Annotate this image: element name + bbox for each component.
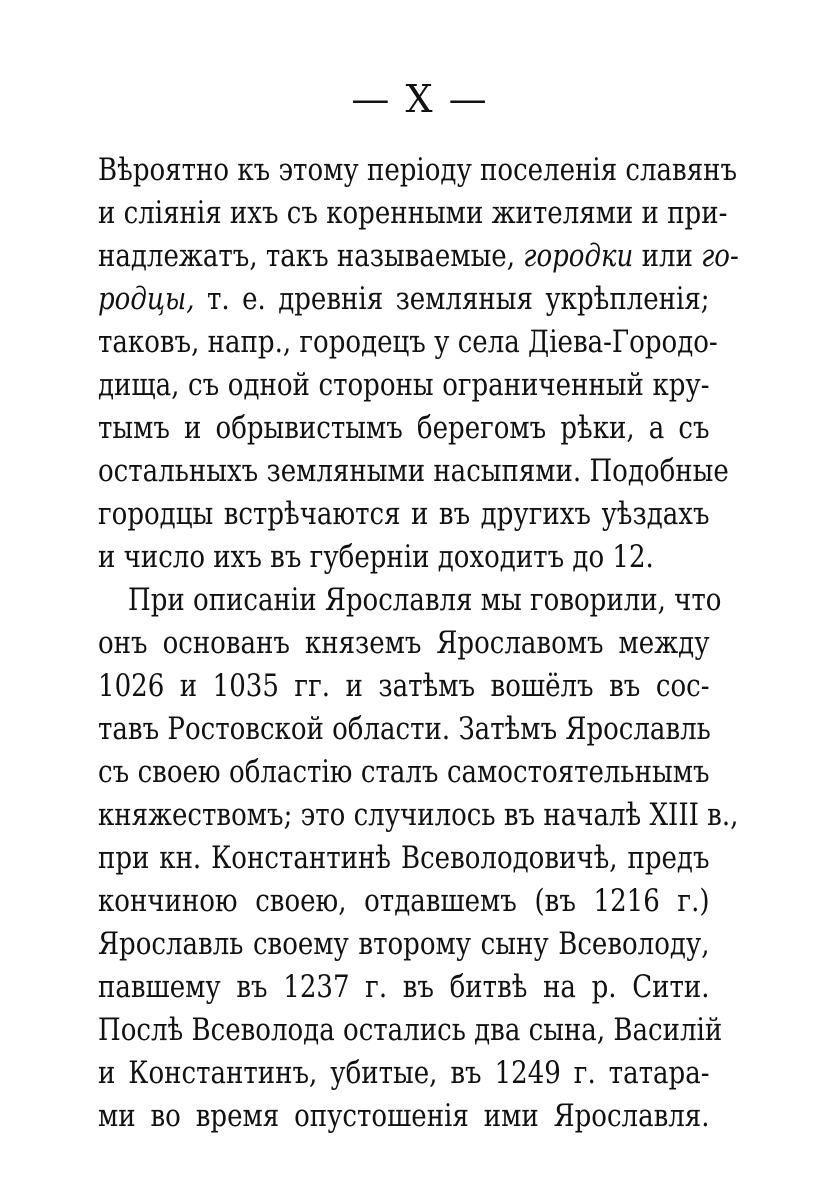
text-line: тымъ и обрывистымъ берегомъ рѣки, а съ xyxy=(98,410,710,446)
text-line: дища, съ одной стороны ограниченный кру- xyxy=(98,367,710,403)
text-span: или xyxy=(641,238,693,274)
text-line: онъ основанъ княземъ Ярославомъ между xyxy=(98,625,710,661)
text-line: Вѣроятно къ этому періоду поселенія славянъ xyxy=(98,152,738,188)
text-line: и сліянія ихъ съ коренными жителями и при- xyxy=(98,195,728,231)
text-line: Ярославль своему второму сыну Всеволоду, xyxy=(98,926,710,962)
text-line xyxy=(98,279,710,319)
text-line: тавъ Ростовской области. Затѣмъ Ярославль xyxy=(98,711,711,747)
text-line: Послѣ Всеволода остались два сына, Василій xyxy=(98,1012,723,1048)
text-line: городцы встрѣчаются и въ другихъ уѣздахъ xyxy=(98,496,710,532)
text-line: остальныхъ земляными насыпями. Подобные xyxy=(98,453,729,489)
text-line: таковъ, напр., городецъ у села Діева-Городо- xyxy=(98,324,718,360)
text-line: и число ихъ въ губерніи доходитъ до 12. xyxy=(98,539,654,575)
text-line: кончиною своею, отдавшемъ (въ 1216 г.) xyxy=(98,883,710,919)
text-line: 1026 и 1035 гг. и затѣмъ вошёлъ въ сос- xyxy=(98,668,710,704)
text-line: ми во время опустошенія ими Ярославля. xyxy=(98,1098,710,1134)
text-span: надлежатъ, такъ называемые, xyxy=(98,238,516,274)
italic-term: го- xyxy=(701,238,739,274)
italic-term: городки xyxy=(523,238,634,274)
page-number: — X — xyxy=(351,77,489,121)
text-line: При описаніи Ярославля мы говорили, что xyxy=(128,582,722,618)
text-span: т. е. древнія земляныя укрѣпленія; xyxy=(206,281,710,317)
text-line: съ своею областію сталъ самостоятельнымъ xyxy=(98,754,710,790)
text-line: павшему въ 1237 г. въ битвѣ на р. Сити. xyxy=(98,969,710,1005)
text-line: и Константинъ, убитые, въ 1249 г. татара- xyxy=(98,1055,710,1091)
text-line: при кн. Константинѣ Всеволодовичѣ, предъ xyxy=(98,840,710,876)
text-line xyxy=(98,236,739,276)
text-line: княжествомъ; это случилось въ началѣ XIII в., xyxy=(98,797,739,833)
italic-term: родцы, xyxy=(98,281,195,317)
